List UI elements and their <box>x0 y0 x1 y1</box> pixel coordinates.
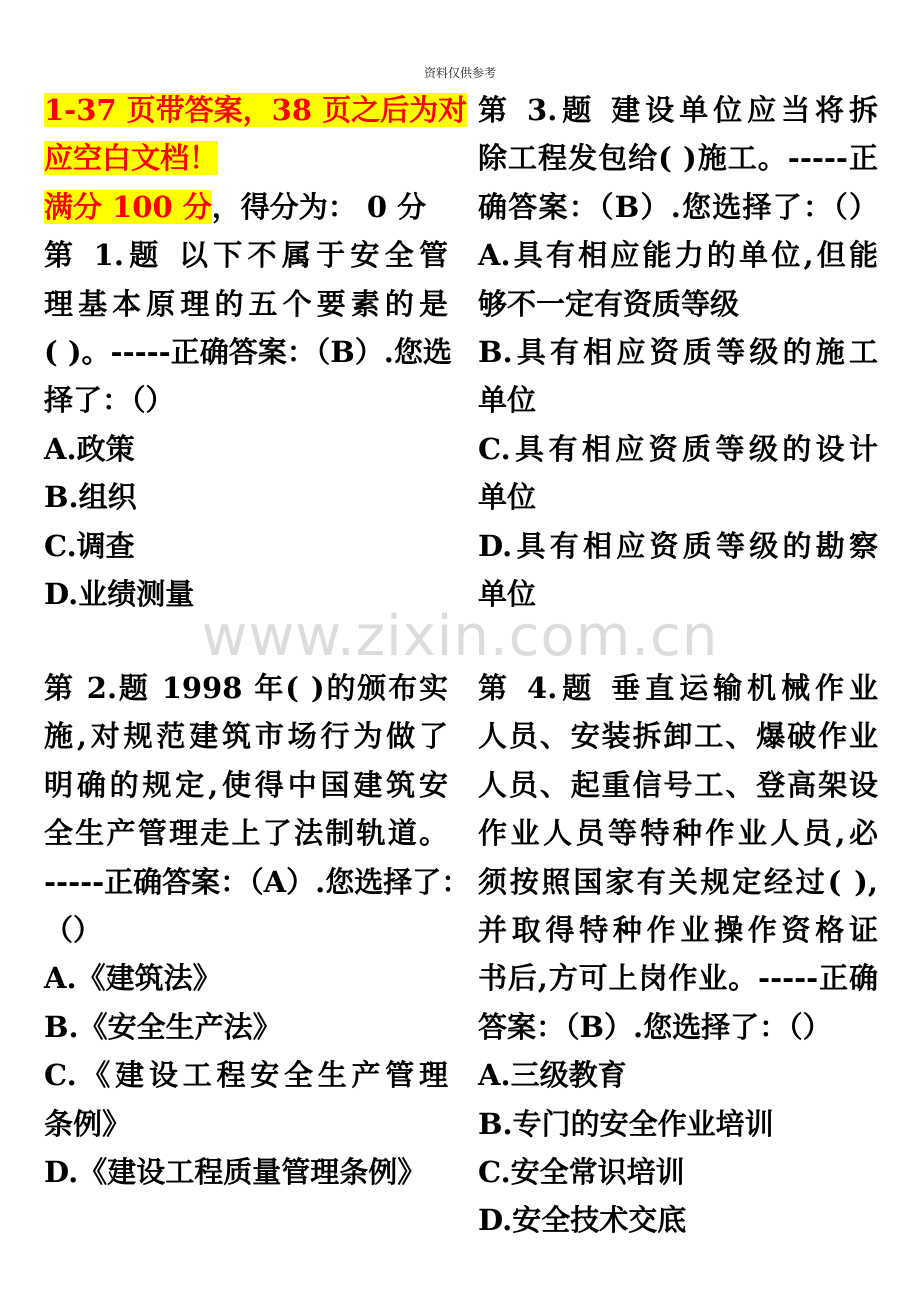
q1-line: ( )。-----正确答案：（B）.您选 <box>44 334 452 369</box>
q1-option: A.政策 <box>44 431 135 466</box>
q4-line: 并取得特种作业操作资格证 <box>478 912 878 947</box>
q2-option: 条例》 <box>44 1106 132 1141</box>
q1-option: D.业绩测量 <box>44 576 195 611</box>
q1-option: C.调查 <box>44 528 135 563</box>
notice-line-2 <box>44 134 448 182</box>
q1-line: 理基本原理的五个要素的是 <box>44 286 448 321</box>
q3-option: 单位 <box>478 576 537 611</box>
q2-option: C.《建设工程安全生产管理 <box>44 1058 448 1093</box>
q2-option: A.《建筑法》 <box>44 961 222 996</box>
notice-highlight-1: 1-37 页带答案，38 页之后为对 <box>44 93 468 127</box>
q4-line: 人员、安装拆卸工、爆破作业 <box>478 719 878 754</box>
q4-line: 第 4.题 垂直运输机械作业 <box>478 671 878 705</box>
q2-line: -----正确答案：（A）.您选择了： <box>44 864 471 899</box>
q4-option: B.专门的安全作业培训 <box>478 1106 774 1141</box>
q3-option: 单位 <box>478 480 537 515</box>
q2-line: 全生产管理走上了法制轨道。 <box>44 816 448 851</box>
notice-and-question-1 <box>44 86 468 618</box>
q4-line: 答案：（B）.您选择了：（） <box>478 1009 832 1044</box>
notice-highlight-2: 应空白文档！ <box>44 141 219 176</box>
q4-option: D.安全技术交底 <box>478 1203 687 1238</box>
q3-option: B.具有相应资质等级的施工 <box>478 334 878 369</box>
question-4 <box>478 664 878 1245</box>
q3-option: C.具有相应资质等级的设计 <box>478 431 878 466</box>
question-3 <box>478 86 878 618</box>
q3-line: 除工程发包给( )施工。-----正 <box>478 141 878 176</box>
q3-line: 第 3.题 建设单位应当将拆 <box>478 93 878 127</box>
q1-option: B.组织 <box>44 480 137 515</box>
q2-line: （） <box>44 912 103 947</box>
score-value: ，得分为： 0 分 <box>211 189 427 224</box>
header-note: 资料仅供参考 <box>423 66 496 80</box>
q2-line: 明确的规定,使得中国建筑安 <box>44 767 448 802</box>
q3-option: 够不一定有资质等级 <box>478 286 740 321</box>
q4-line: 作业人员等特种作业人员,必 <box>478 816 878 851</box>
q2-option: D.《建设工程质量管理条例》 <box>44 1154 427 1189</box>
q4-line: 书后,方可上岗作业。-----正确 <box>478 961 878 996</box>
watermark: www.zixin.com.cn <box>201 604 719 669</box>
q3-option: D.具有相应资质等级的勘察 <box>478 528 878 563</box>
score-line <box>44 183 448 231</box>
notice-line-1 <box>44 86 468 134</box>
q3-option: 单位 <box>478 383 537 418</box>
question-2 <box>44 664 471 1196</box>
q4-line: 人员、起重信号工、登高架设 <box>478 767 878 802</box>
q2-line: 第 2.题 1998 年( )的颁布实 <box>44 671 448 705</box>
q3-line: 确答案：（B）.您选择了：（） <box>478 189 878 224</box>
q4-option: A.三级教育 <box>478 1058 627 1093</box>
q4-line: 须按照国家有关规定经过( ), <box>478 864 878 899</box>
score-label: 满分 100 分 <box>44 189 212 224</box>
q4-option: C.安全常识培训 <box>478 1154 685 1189</box>
q3-option: A.具有相应能力的单位,但能 <box>478 238 878 273</box>
q2-option: B.《安全生产法》 <box>44 1009 282 1044</box>
q2-line: 施,对规范建筑市场行为做了 <box>44 719 448 754</box>
q1-line: 第 1.题 以下不属于安全管 <box>44 238 448 273</box>
q1-line: 择了：（） <box>44 383 175 418</box>
